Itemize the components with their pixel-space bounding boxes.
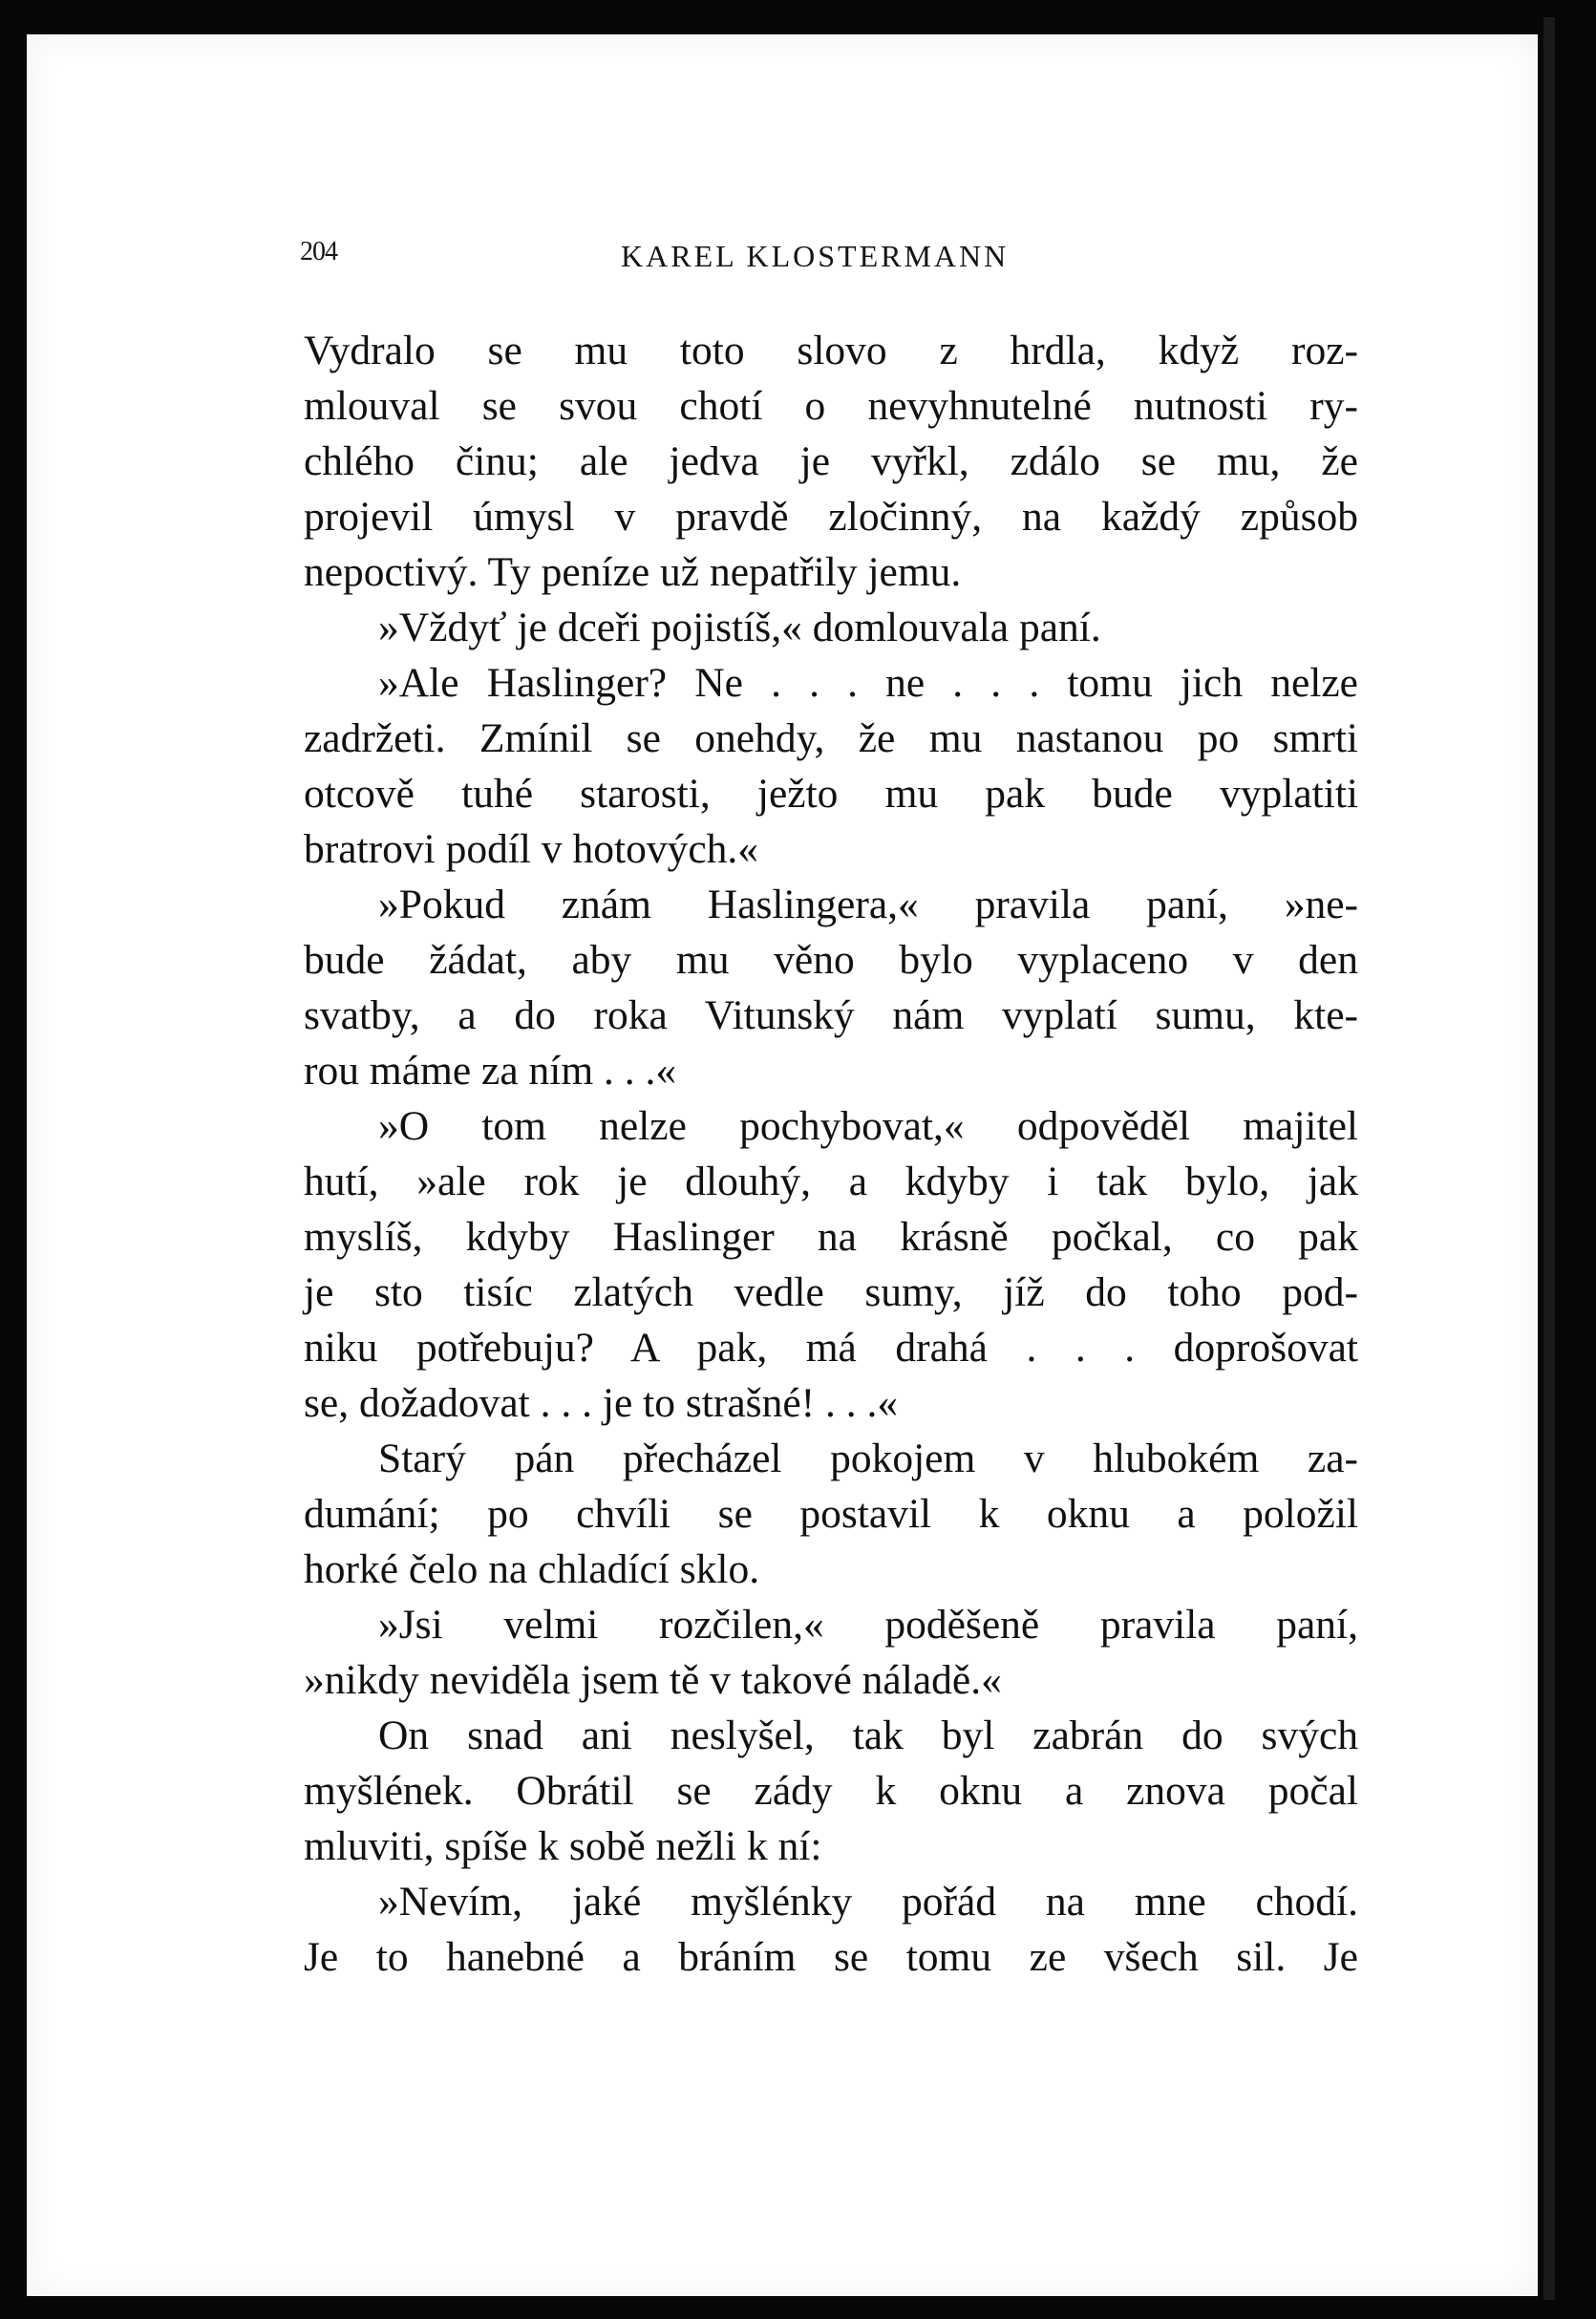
text-line: Vydralo se mu toto slovo z hrdla, když roz- [304, 328, 1358, 373]
text-line: chlého činu; ale jedva je vyřkl, zdálo se mu, že [304, 438, 1358, 484]
text-line: horké čelo na chladící sklo. [304, 1546, 760, 1592]
text-line: se, dožadovat . . . je to strašné! . . .« [304, 1380, 899, 1426]
text-line: svatby, a do roka Vitunský nám vyplatí sumu, kte- [304, 992, 1358, 1038]
text-line: dumání; po chvíli se postavil k oknu a položil [304, 1491, 1358, 1537]
body-text [304, 323, 1358, 1985]
text-line: zadržeti. Zmínil se onehdy, že mu nastanou po smrti [304, 715, 1358, 761]
text-line: rou máme za ním . . .« [304, 1048, 677, 1094]
page-edge-shadow [1543, 17, 1555, 2300]
text-line: myslíš, kdyby Haslinger na krásně počkal, co pak [304, 1214, 1358, 1260]
text-line: »O tom nelze pochybovat,« odpověděl majitel [378, 1103, 1358, 1149]
text-line: je sto tisíc zlatých vedle sumy, jíž do toho pod- [304, 1269, 1358, 1315]
text-line: mlouval se svou chotí o nevyhnutelné nutnosti ry- [304, 383, 1358, 429]
text-line: Je to hanebné a bráním se tomu ze všech sil. Je [304, 1934, 1358, 1980]
text-line: hutí, »ale rok je dlouhý, a kdyby i tak bylo, jak [304, 1159, 1358, 1204]
text-line: Starý pán přecházel pokojem v hlubokém za- [378, 1436, 1358, 1481]
text-line: »Pokud znám Haslingera,« pravila paní, »ne- [378, 882, 1358, 927]
text-line: »nikdy neviděla jsem tě v takové náladě.« [304, 1657, 1002, 1703]
text-line: mluviti, spíše k sobě nežli k ní: [304, 1823, 822, 1869]
text-line: nepoctivý. Ty peníze už nepatřily jemu. [304, 549, 962, 595]
page-number: 204 [300, 237, 337, 266]
running-head: KAREL KLOSTERMANN [621, 239, 1010, 273]
text-line: »Jsi velmi rozčilen,« poděšeně pravila paní, [378, 1602, 1358, 1648]
text-line: »Nevím, jaké myšlénky pořád na mne chodí. [378, 1879, 1358, 1925]
text-line: projevil úmysl v pravdě zločinný, na každý způsob [304, 494, 1358, 540]
text-line: bratrovi podíl v hotových.« [304, 826, 759, 872]
text-line: »Vždyť je dceři pojistíš,« domlouvala paní. [378, 605, 1101, 650]
page-header [277, 235, 1366, 283]
text-line: »Ale Haslinger? Ne . . . ne . . . tomu jich nelze [378, 660, 1358, 706]
text-line: otcově tuhé starosti, ježto mu pak bude vyplatiti [304, 771, 1358, 817]
text-line: niku potřebuju? A pak, má drahá . . . doprošovat [304, 1325, 1358, 1371]
text-line: On snad ani neslyšel, tak byl zabrán do svých [378, 1713, 1358, 1758]
text-line: myšlének. Obrátil se zády k oknu a znova počal [304, 1768, 1358, 1814]
text-line: bude žádat, aby mu věno bylo vyplaceno v den [304, 937, 1358, 983]
